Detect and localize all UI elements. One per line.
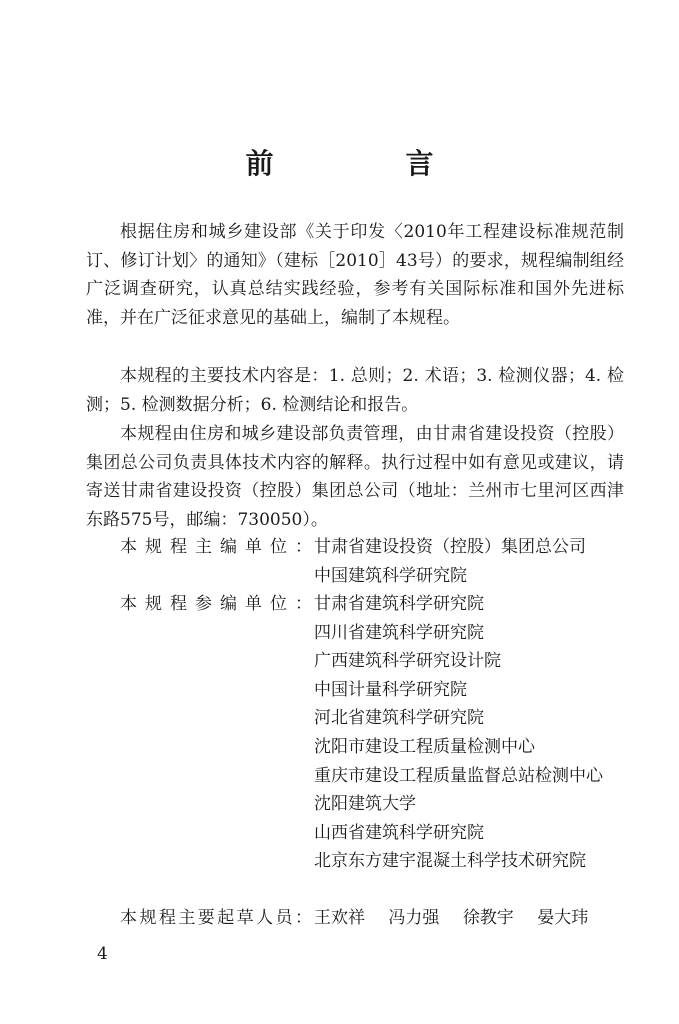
list-item: 中国计量科学研究院 xyxy=(314,679,467,700)
list-item: 重庆市建设工程质量监督总站检测中心 xyxy=(314,765,603,786)
participating-units-label: 本规程参编单位： xyxy=(120,594,312,614)
list-item: 沈阳市建设工程质量检测中心 xyxy=(314,736,535,757)
drafter-name: 晏大玮 xyxy=(537,908,589,928)
drafter-name: 冯力强 xyxy=(388,908,440,928)
list-item: 甘肃省建筑科学研究院 xyxy=(314,594,484,614)
list-item: 北京东方建宇混凝土科学技术研究院 xyxy=(314,851,586,872)
paragraph-management: 本规程由住房和城乡建设部负责管理，由甘肃省建设投资（控股）集团总公司负责具体技术内容的解释。执行过程中如有意见或建议，请寄送甘肃省建设投资（控股）集团总公司（地址：兰州市七里河区西津东路575号，邮编：730050）。 xyxy=(86,424,624,530)
paragraph-basis: 根据住房和城乡建设部《关于印发〈2010年工程建设标准规范制订、修订计划〉的通知》（建标［2010］43号）的要求，规程编制组经广泛调查研究，认真总结实践经验，参考有关国际标准和国外先进标准，并在广泛征求意见的基础上，编制了本规程。 xyxy=(86,222,624,328)
list-item: 广西建筑科学研究设计院 xyxy=(314,651,501,672)
chief-units-list xyxy=(314,533,632,590)
drafters-names xyxy=(314,904,606,933)
paragraph-contents: 本规程的主要技术内容是：1. 总则；2. 术语；3. 检测仪器；4. 检测；5. 检测数据分析；6. 检测结论和报告。 xyxy=(86,366,624,415)
drafter-name: 徐教宇 xyxy=(462,908,514,928)
list-item: 山西省建筑科学研究院 xyxy=(314,822,484,843)
participating-units-list xyxy=(314,590,632,876)
list-item: 甘肃省建设投资（控股）集团总公司 xyxy=(314,537,586,557)
drafters-label: 本规程主要起草人员： xyxy=(120,908,312,928)
page-title: 前 言 xyxy=(245,147,486,180)
list-item: 河北省建筑科学研究院 xyxy=(314,708,484,729)
chief-units-label: 本规程主编单位： xyxy=(120,537,312,557)
list-item: 中国建筑科学研究院 xyxy=(314,565,467,586)
page-number: 4 xyxy=(97,944,108,964)
drafter-name: 王欢祥 xyxy=(314,908,365,928)
list-item: 沈阳建筑大学 xyxy=(314,794,416,815)
list-item: 四川省建筑科学研究院 xyxy=(314,622,484,643)
